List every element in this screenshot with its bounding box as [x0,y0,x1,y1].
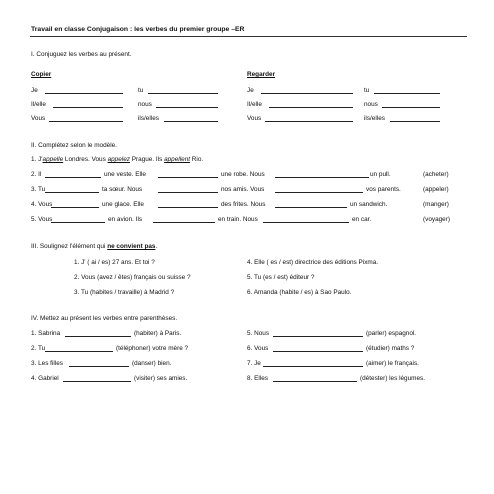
answer-blank[interactable] [63,376,131,382]
answer-blank[interactable] [390,116,440,122]
answer-blank[interactable] [156,102,218,108]
exercise3-item[interactable]: 1. J' ( ai / es) 27 ans. Et toi ? [74,259,155,266]
verb-copier-header: Copier [31,71,52,78]
answer-blank[interactable] [273,376,357,382]
answer-blank[interactable] [374,88,440,94]
exercise2-row: 3. Tu ta sœur. Nous nos amis. Vous vos parents. (appeler) [31,186,449,193]
section3-heading: III. Soulignez l'élément qui ne convient pas. [31,243,158,250]
exercise2-row: 5. Vous en avion. Ils en train. Nous en car. (voyager) [31,216,450,223]
exercise4-item: 5. Nous (parler) espagnol. [247,330,417,337]
copier-row-1b: tu [138,88,143,94]
answer-blank[interactable] [153,217,215,223]
answer-blank[interactable] [69,361,129,367]
section4-heading: IV. Mettez au présent les verbes entre parenthèses. [31,315,178,322]
exercise4-item: 7. Je (aimer) le français. [247,360,419,367]
regarder-row-3: Vous [247,116,261,122]
answer-blank[interactable] [275,202,347,208]
exercise4-item: 6. Vous (étudier) maths ? [247,345,415,352]
model-sentence: 1. J'appelle Londres. Vous appelez Prague. Ils appellent Rio. [31,156,204,163]
copier-row-1: Je [31,88,38,94]
exercise3-item[interactable]: 6. Amanda (habite / es) à Sao Paulo. [247,289,352,296]
answer-blank[interactable] [382,102,440,108]
answer-blank[interactable] [273,346,363,352]
answer-blank[interactable] [275,187,363,193]
answer-blank[interactable] [265,116,353,122]
answer-blank[interactable] [51,202,99,208]
exercise4-item: 3. Les filles (danser) bien. [31,360,172,367]
answer-blank[interactable] [269,102,353,108]
exercise4-item: 8. Elles (détester) les légumes. [247,375,425,382]
answer-blank[interactable] [45,172,101,178]
exercise3-item[interactable]: 4. Elle ( es / est) directrice des éditions Pixma. [247,259,379,266]
answer-blank[interactable] [148,88,218,94]
copier-row-3: Vous [31,116,45,122]
copier-row-3b: ils/elles [138,116,159,122]
answer-blank[interactable] [158,187,218,193]
worksheet-title: Travail en classe Conjugaison : les verbes du premier groupe –ER [31,26,245,33]
regarder-row-1b: tu [364,88,369,94]
answer-blank[interactable] [45,88,123,94]
exercise2-row: 2. Il une veste. Elle une robe. Nous un pull. (acheter) [31,171,449,178]
exercise3-item[interactable]: 3. Tu (habites / travaille) à Madrid ? [74,289,175,296]
answer-blank[interactable] [275,172,369,178]
answer-blank[interactable] [158,202,218,208]
answer-blank[interactable] [164,116,218,122]
answer-blank[interactable] [49,116,123,122]
answer-blank[interactable] [273,331,363,337]
answer-blank[interactable] [158,172,218,178]
copier-row-2b: nous [138,102,152,108]
verb-regarder-header: Regarder [247,71,276,78]
exercise4-item: 4. Gabriel (visiter) ses amies. [31,375,188,382]
answer-blank[interactable] [261,88,353,94]
answer-blank[interactable] [45,187,99,193]
exercise4-item: 2. Tu (téléphoner) votre mère ? [31,345,189,352]
regarder-row-2b: nous [364,102,378,108]
title-underline [30,36,467,37]
answer-blank[interactable] [263,361,363,367]
answer-blank[interactable] [45,346,113,352]
exercise2-row: 4. Vous une glace. Elle des frites. Nous un sandwich. (manger) [31,201,449,208]
regarder-row-3b: ils/elles [364,116,385,122]
exercise3-item[interactable]: 5. Tu (es / est) éditeur ? [247,274,315,281]
answer-blank[interactable] [53,102,123,108]
copier-row-2: Il/elle [31,102,46,108]
answer-blank[interactable] [65,331,131,337]
section1-heading: I. Conjuguez les verbes au présent. [31,51,132,58]
answer-blank[interactable] [51,217,105,223]
answer-blank[interactable] [263,217,349,223]
regarder-row-1: Je [247,88,254,94]
regarder-row-2: Il/elle [247,102,262,108]
section2-heading: II. Complétez selon le modèle. [31,142,117,149]
exercise3-item[interactable]: 2. Vous (avez / êtes) français ou suisse ? [74,274,191,281]
exercise4-item: 1. Sabrina (habiter) à Paris. [31,330,182,337]
